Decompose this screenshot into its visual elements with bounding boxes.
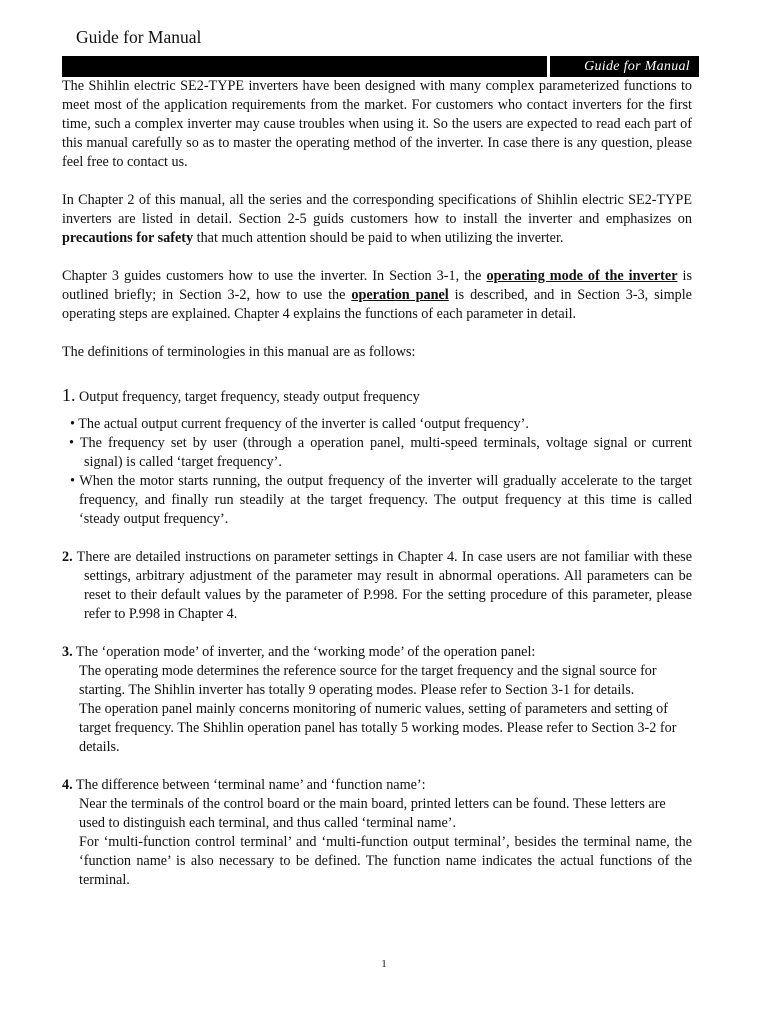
section-2-item — [62, 548, 692, 624]
operating-mode-term: operating mode of the inverter — [486, 268, 678, 284]
section-3-number: 3. — [62, 644, 73, 660]
section-4-number: 4. — [62, 777, 73, 793]
section-1-heading — [62, 386, 692, 407]
intro-p3-text-b: is outlined briefly; in Section 3-2, how to use the — [62, 268, 692, 303]
section-3-heading — [62, 643, 692, 662]
section-4-title: The difference between ‘terminal name’ and ‘function name’: — [72, 777, 426, 793]
section-1-bullet-1: • The actual output current frequency of the inverter is called ‘output frequency’. — [70, 416, 529, 432]
section-1-title: Output frequency, target frequency, steady output frequency — [75, 389, 420, 405]
section-4-paragraph-1: Near the terminals of the control board or the main board, printed letters can be found. These letters are used to distinguish each terminal, and thus called ‘terminal name’. — [79, 796, 666, 831]
section-3-paragraph-1: The operating mode determines the reference source for the target frequency and the signal source for starting. The Shihlin inverter has totally 9 operating modes. Please refer to Section 3-1 for details. — [79, 663, 657, 698]
document-title: Guide for Manual — [76, 27, 202, 47]
document-body — [62, 77, 692, 890]
section-4-heading — [62, 776, 692, 795]
operation-panel-term: operation panel — [351, 287, 449, 303]
header-band-label: Guide for Manual — [547, 56, 699, 77]
intro-p3-text-c: is described, and in Section 3-3, simple operating steps are explained. Chapter 4 explains the functions of each parameter in detail. — [62, 287, 692, 322]
section-2-text: There are detailed instructions on parameter settings in Chapter 4. In case users are not familiar with these settings, arbitrary adjustment of the parameter may result in abnormal operations. All parameters can be reset to their default values by the parameter of P.998. For the setting procedure of this parameter, please refer to P.998 in Chapter 4. — [72, 549, 692, 622]
section-1-number: 1. — [62, 385, 76, 405]
intro-p3-text-a: Chapter 3 guides customers how to use the inverter. In Section 3-1, the — [62, 268, 487, 284]
intro-paragraph-4: The definitions of terminologies in this manual are as follows: — [62, 344, 416, 360]
page-number: 1 — [381, 958, 387, 970]
section-2-number: 2. — [62, 549, 73, 565]
intro-p2-text-a: In Chapter 2 of this manual, all the series and the corresponding specifications of Shihlin electric SE2-TYPE inverters are listed in detail. Section 2-5 guids customers how to install the inverter and emphasizes on — [62, 192, 692, 227]
intro-paragraph-1: The Shihlin electric SE2-TYPE inverters have been designed with many complex parameterized functions to meet most of the application requirements from the market. For customers who contact inverters for the first time, such a complex inverter may cause troubles when using it. So the users are expected to read each part of this manual carefully so as to master the operating method of the inverter. In case there is any question, please feel free to contact us. — [62, 78, 692, 170]
safety-emphasis: precautions for safety — [62, 230, 194, 246]
section-1-bullet-3: • When the motor starts running, the output frequency of the inverter will gradually accelerate to the target frequency, and finally run steadily at the target frequency. The output frequency at this time is called ‘steady output frequency’. — [70, 473, 692, 527]
section-4-paragraph-2: For ‘multi-function control terminal’ and ‘multi-function output terminal’, besides the terminal name, the ‘function name’ is also necessary to be defined. The function name indicates the actual functions of the terminal. — [79, 834, 692, 888]
intro-paragraph-3 — [62, 267, 692, 324]
header-band — [62, 56, 699, 77]
section-3-title: The ‘operation mode’ of inverter, and the ‘working mode’ of the operation panel: — [72, 644, 536, 660]
intro-paragraph-2 — [62, 191, 692, 248]
section-3-paragraph-2: The operation panel mainly concerns monitoring of numeric values, setting of parameters and setting of target frequency. The Shihlin operation panel has totally 5 working modes. Please refer to Section 3-2 for details. — [79, 701, 677, 755]
section-1-bullet-2: • The frequency set by user (through a operation panel, multi-speed terminals, voltage signal or current signal) is called ‘target frequency’. — [69, 435, 692, 470]
intro-p2-text-b: that much attention should be paid to when utilizing the inverter. — [193, 230, 564, 246]
